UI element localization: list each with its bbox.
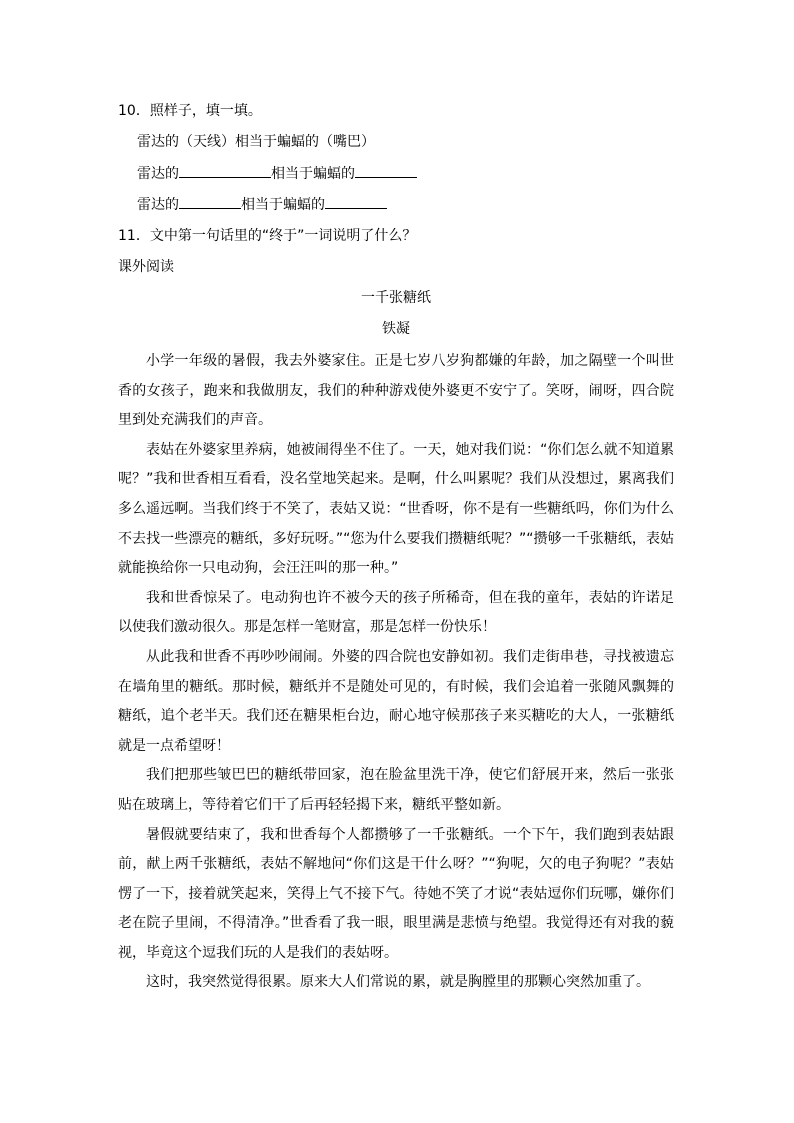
- fill-row-2-prefix: 雷达的: [137, 197, 179, 213]
- answer-blank[interactable]: [325, 194, 387, 209]
- paragraph: 表姑在外婆家里养病，她被闹得坐不住了。一天，她对我们说：“你们怎么就不知道累呢？”我和世香相互看看，没名堂地笑起来。是啊，什么叫累呢？我们从没想过，累离我们多么遥远啊。当我们终于不笑了，表姑又说：“世香呀，你不是有一些糖纸吗，你们为什么不去找一些漂亮的糖纸，多好玩呀。”“您为什么要我们攒糖纸呢？”“攒够一千张糖纸，表姑就能换给你一只电动狗，会汪汪叫的那一种。”: [118, 441, 674, 577]
- question-10-title: 10．照样子，填一填。: [118, 103, 262, 119]
- answer-blank[interactable]: [355, 163, 417, 178]
- question-11: 11．文中第一句话里的“终于”一词说明了什么？: [118, 228, 417, 244]
- paragraph: 我们把那些皱巴巴的糖纸带回家，泡在脸盆里洗干净，使它们舒展开来，然后一张张贴在玻璃上，等待着它们干了后再轻轻揭下来，糖纸平整如新。: [118, 767, 674, 813]
- question-10-fill-row-1: [137, 163, 417, 184]
- paragraph: 我和世香惊呆了。电动狗也许不被今天的孩子所稀奇，但在我的童年，表姑的许诺足以使我们激动很久。那是怎样一笔财富，那是怎样一份快乐！: [118, 589, 674, 636]
- fill-row-1-prefix: 雷达的: [137, 166, 179, 182]
- paragraph: 从此我和世香不再吵吵闹闹。外婆的四合院也安静如初。我们走街串巷，寻找被遗忘在墙角里的糖纸。那时候，糖纸并不是随处可见的，有时候，我们会追着一张随风飘舞的糖纸，追个老半天。我们还在糖果柜台边，耐心地守候那孩子来买糖吃的大人，一张糖纸就是一点希望呀！: [118, 648, 674, 754]
- paragraph: 这时，我突然觉得很累。原来大人们常说的累，就是胸膛里的那颗心突然加重了。: [146, 974, 650, 991]
- answer-blank[interactable]: [179, 194, 241, 209]
- article-title: 一千张糖纸: [361, 290, 431, 306]
- fill-row-2-middle: 相当于蝙蝠的: [241, 197, 325, 213]
- article-body: [118, 347, 674, 998]
- paragraph: 暑假就要结束了，我和世香每个人都攒够了一千张糖纸。一个下午，我们跑到表姑跟前，献上两千张糖纸，表姑不解地问“你们这是干什么呀？”“狗呢，欠的电子狗呢？”表姑愣了一下，接着就笑起来，笑得上气不接下气。待她不笑了才说“表姑逗你们玩哪，嫌你们老在院子里闹，不得清净。”世香看了我一眼，眼里满是悲愤与绝望。我觉得还有对我的藐视，毕竟这个逗我们玩的人是我们的表姑呀。: [118, 826, 674, 961]
- article-author: 铁凝: [382, 321, 410, 337]
- question-10-example: 雷达的（天线）相当于蝙蝠的（嘴巴）: [137, 134, 375, 150]
- question-10-fill-row-2: [137, 194, 387, 215]
- fill-row-1-middle: 相当于蝙蝠的: [271, 166, 355, 182]
- paragraph: 小学一年级的暑假，我去外婆家住。正是七岁八岁狗都嫌的年龄，加之隔壁一个叫世香的女孩子，跑来和我做朋友，我们的种种游戏使外婆更不安宁了。笑呀，闹呀，四合院里到处充满我们的声音。: [118, 353, 674, 429]
- answer-blank[interactable]: [179, 163, 271, 178]
- section-label: 课外阅读: [118, 259, 174, 275]
